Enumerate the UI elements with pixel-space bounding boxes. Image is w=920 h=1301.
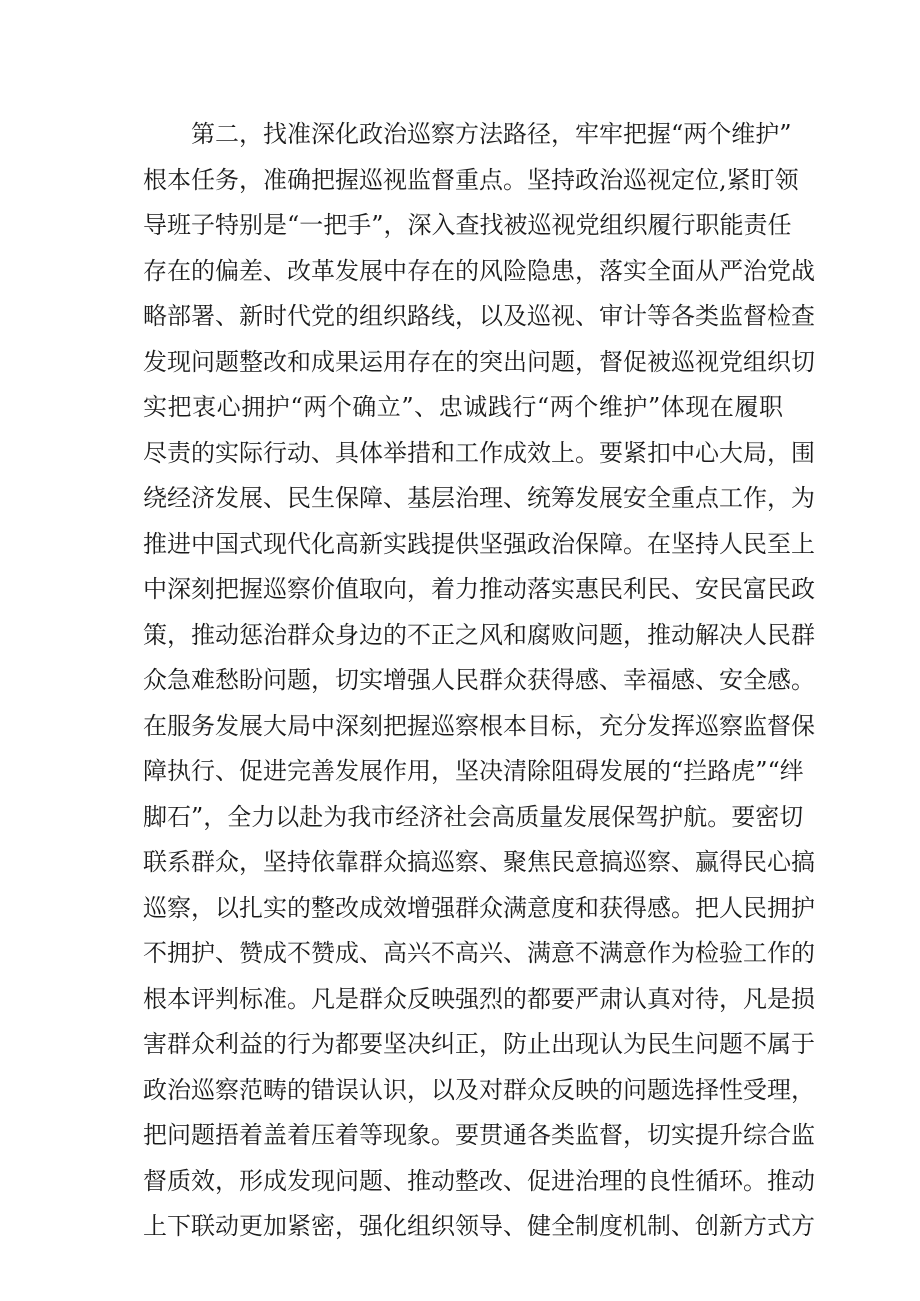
paragraph-line: 害群众利益的行为都要坚决纠正，防止出现认为民生问题不属于 [143, 1030, 815, 1058]
paragraph-line: 根本任务，准确把握巡视监督重点。坚持政治巡视定位,紧盯领 [143, 165, 799, 194]
paragraph-line: 第二，找准深化政治巡察方法路径，牢牢把握“两个维护” [191, 120, 792, 148]
paragraph-line: 不拥护、赞成不赞成、高兴不高兴、满意不满意作为检验工作的 [143, 939, 815, 967]
paragraph-line: 发现问题整改和成果运用存在的突出问题，督促被巡视党组织切 [143, 347, 815, 376]
paragraph-line: 把问题捂着盖着压着等现象。要贯通各类监督，切实提升综合监 [143, 1121, 815, 1149]
paragraph-line: 障执行、促进完善发展作用，坚决清除阻碍发展的“拦路虎”“绊 [143, 757, 804, 785]
paragraph-line: 在服务发展大局中深刻把握巡察根本目标，充分发挥巡察监督保 [143, 711, 815, 740]
paragraph-line: 导班子特别是“一把手”，深入查找被巡视党组织履行职能责任 [143, 211, 792, 239]
paragraph-line: 绕经济发展、民生保障、基层治理、统筹发展安全重点工作，为 [143, 484, 815, 512]
paragraph-line: 上下联动更加紧密，强化组织领导、健全制度机制、创新方式方 [143, 1212, 815, 1240]
paragraph-line: 推进中国式现代化高新实践提供坚强政治保障。在坚持人民至上 [143, 529, 815, 558]
paragraph-line: 联系群众，坚持依靠群众搞巡察、聚焦民意搞巡察、赢得民心搞 [143, 848, 815, 876]
paragraph-line: 脚石”，全力以赴为我市经济社会高质量发展保驾护航。要密切 [143, 802, 804, 831]
paragraph-line: 督质效，形成发现问题、推动整改、促进治理的良性循环。推动 [143, 1166, 815, 1195]
body-paragraph [143, 112, 815, 1250]
paragraph-line: 策，推动惩治群众身边的不正之风和腐败问题，推动解决人民群 [143, 620, 815, 649]
paragraph-line: 巡察，以扎实的整改成效增强群众满意度和获得感。把人民拥护 [143, 893, 815, 922]
paragraph-line: 尽责的实际行动、具体举措和工作成效上。要紧扣中心大局，围 [143, 438, 815, 467]
paragraph-line: 众急难愁盼问题，切实增强人民群众获得感、幸福感、安全感。 [143, 666, 815, 694]
paragraph-line: 存在的偏差、改革发展中存在的风险隐患，落实全面从严治党战 [143, 256, 815, 285]
paragraph-line: 略部署、新时代党的组织路线，以及巡视、审计等各类监督检查 [143, 302, 815, 330]
paragraph-line: 中深刻把握巡察价值取向，着力推动落实惠民利民、安民富民政 [143, 575, 815, 603]
paragraph-line: 实把衷心拥护“两个确立”、忠诚践行“两个维护”体现在履职 [143, 393, 783, 421]
paragraph-line: 政治巡察范畴的错误认识，以及对群众反映的问题选择性受理， [143, 1075, 815, 1104]
paragraph-line: 根本评判标准。凡是群众反映强烈的都要严肃认真对待，凡是损 [143, 984, 815, 1013]
